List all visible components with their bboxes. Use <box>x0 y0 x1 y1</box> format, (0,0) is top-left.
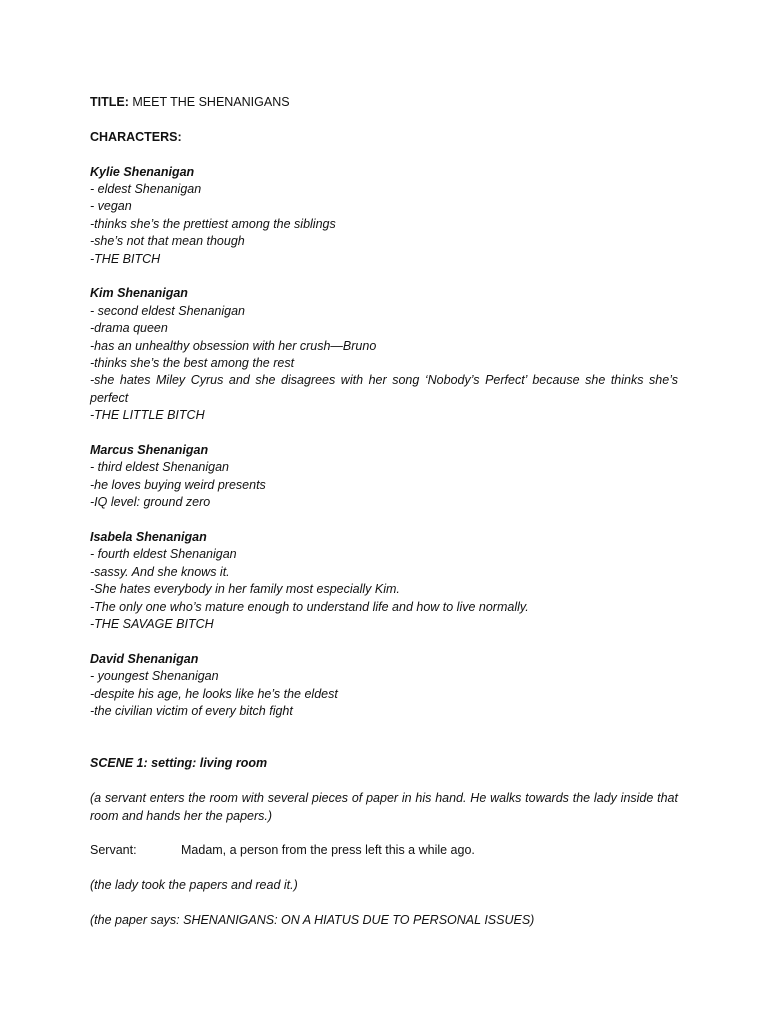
stage-direction: (the lady took the papers and read it.) <box>90 878 298 893</box>
dialogue-text: Madam, a person from the press left this a while ago. <box>181 843 475 858</box>
character-trait: -she hates Miley Cyrus and she disagrees with her song ‘Nobody’s Perfect’ because she thinks she’s perfect <box>90 373 678 405</box>
character-trait: - vegan <box>90 199 132 214</box>
character-trait: -THE BITCH <box>90 251 161 266</box>
character-trait: -he loves buying weird presents <box>90 477 266 492</box>
document-body <box>90 94 678 929</box>
scene-block <box>90 755 678 929</box>
character-trait: - third eldest Shenanigan <box>90 460 229 475</box>
character-block-marcus <box>90 442 678 512</box>
character-block-kylie <box>90 164 678 268</box>
character-trait: -drama queen <box>90 321 168 336</box>
character-trait: -sassy. And she knows it. <box>90 564 230 579</box>
character-trait: - second eldest Shenanigan <box>90 303 245 318</box>
character-trait: - eldest Shenanigan <box>90 182 202 196</box>
character-trait: -has an unhealthy obsession with her crush—Bruno <box>90 338 377 353</box>
character-trait: -thinks she’s the prettiest among the siblings <box>90 216 336 231</box>
characters-heading: CHARACTERS: <box>90 129 182 144</box>
character-trait: -she’s not that mean though <box>90 234 245 249</box>
character-trait: -She hates everybody in her family most especially Kim. <box>90 582 400 597</box>
character-trait: -the civilian victim of every bitch fight <box>90 704 293 719</box>
title-label: TITLE: <box>90 95 129 109</box>
character-trait: -thinks she’s the best among the rest <box>90 356 295 371</box>
character-name: Kylie Shenanigan <box>90 164 195 179</box>
character-name: Marcus Shenanigan <box>90 443 209 458</box>
dialogue-line <box>90 842 678 859</box>
stage-direction: (a servant enters the room with several pieces of paper in his hand. He walks towards the lady inside that room and hands her the papers.) <box>90 791 678 823</box>
speaker-name: Servant: <box>90 843 137 858</box>
character-block-kim <box>90 285 678 424</box>
character-name: Isabela Shenanigan <box>90 530 207 545</box>
character-name: David Shenanigan <box>90 651 199 666</box>
stage-direction: (the paper says: SHENANIGANS: ON A HIATUS DUE TO PERSONAL ISSUES) <box>90 912 535 927</box>
character-trait: -IQ level: ground zero <box>90 495 211 510</box>
title-value: MEET THE SHENANIGANS <box>132 95 290 109</box>
character-name: Kim Shenanigan <box>90 286 188 301</box>
character-block-david <box>90 651 678 721</box>
title-line <box>90 94 678 111</box>
scene-heading: SCENE 1: setting: living room <box>90 756 268 771</box>
character-trait: - fourth eldest Shenanigan <box>90 547 237 562</box>
character-trait: -THE LITTLE BITCH <box>90 408 205 423</box>
character-trait: -THE SAVAGE BITCH <box>90 617 214 632</box>
character-trait: -despite his age, he looks like he’s the eldest <box>90 686 338 701</box>
character-trait: - youngest Shenanigan <box>90 669 219 684</box>
character-trait: -The only one who’s mature enough to understand life and how to live normally. <box>90 599 529 614</box>
character-block-isabela <box>90 529 678 633</box>
